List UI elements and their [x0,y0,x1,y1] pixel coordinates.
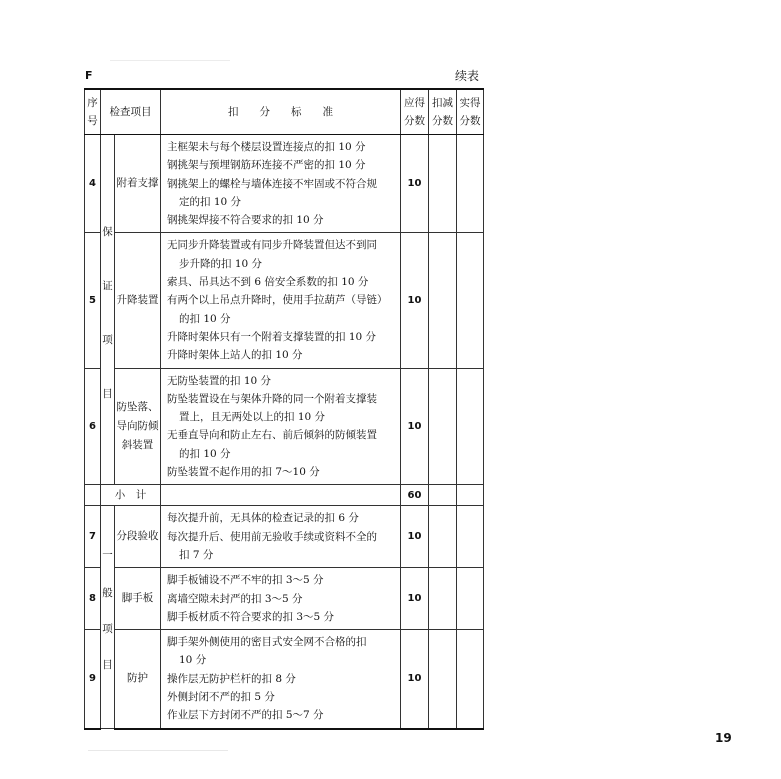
row-deduct [429,568,457,630]
continued-label: 续表 [455,69,480,83]
table-row [85,568,484,630]
row-item: 防护 [115,630,161,729]
subtotal-criteria [161,485,401,506]
subtotal-label: 小 计 [101,485,161,506]
row-actual [457,135,484,233]
row-item: 防坠落、 导向防倾 斜装置 [115,368,161,485]
row-score: 10 [401,368,429,485]
row-seq: 9 [85,630,101,729]
row-item: 脚手板 [115,568,161,630]
row-actual [457,368,484,485]
row-item: 分段验收 [115,506,161,568]
subtotal-deduct [429,485,457,506]
table-row [85,135,484,233]
page-letter: F [85,69,93,82]
subtotal-row [85,485,484,506]
header-item: 检查项目 [101,89,161,135]
row-score: 10 [401,233,429,368]
table-row [85,233,484,368]
row-deduct [429,233,457,368]
row-seq: 4 [85,135,101,233]
row-deduct [429,135,457,233]
row-criteria: 主框架未与每个楼层设置连接点的扣 10 分 钢挑架与预埋钢筋环连接不严密的扣 10 分 钢挑架上的螺栓与墙体连接不牢固或不符合规 定的扣 10 分 钢挑架焊接不符合要求的扣 10 分 [161,135,401,233]
row-seq: 6 [85,368,101,485]
row-seq: 7 [85,506,101,568]
faint-line [88,750,228,751]
row-actual [457,233,484,368]
subtotal-actual [457,485,484,506]
row-item: 升降装置 [115,233,161,368]
subtotal-score: 60 [401,485,429,506]
row-item: 附着支撑 [115,135,161,233]
row-seq: 8 [85,568,101,630]
row-criteria: 脚手板铺设不严不牢的扣 3～5 分 离墙空隙未封严的扣 3～5 分 脚手板材质不符合要求的扣 3～5 分 [161,568,401,630]
header-criteria: 扣 分 标 准 [161,89,401,135]
inspection-table [84,88,484,730]
table-header-row [85,89,484,135]
table-row [85,506,484,568]
row-criteria: 无防坠装置的扣 10 分 防坠装置设在与架体升降的同一个附着支撑装 置上，且无两处以上的扣 10 分 无垂直导向和防止左右、前后倾斜的防倾装置 的扣 10 分 防坠装置不起作用的扣 7～10 分 [161,368,401,485]
row-criteria: 脚手架外侧使用的密目式安全网不合格的扣 10 分 操作层无防护栏杆的扣 8 分 外侧封闭不严的扣 5 分 作业层下方封闭不严的扣 5～7 分 [161,630,401,729]
header-actual-score: 实得分数 [457,89,484,135]
category-guarantee: 保 证 项 目 [101,135,115,485]
table-row [85,630,484,729]
row-score: 10 [401,630,429,729]
row-score: 10 [401,506,429,568]
table-row [85,368,484,485]
row-deduct [429,368,457,485]
row-criteria: 每次提升前，无具体的检查记录的扣 6 分 每次提升后、使用前无验收手续或资料不全的 扣 7 分 [161,506,401,568]
row-score: 10 [401,568,429,630]
row-score: 10 [401,135,429,233]
header-deduct-score: 扣减分数 [429,89,457,135]
row-deduct [429,506,457,568]
row-deduct [429,630,457,729]
subtotal-seq [85,485,101,506]
row-actual [457,630,484,729]
faint-line [110,60,230,61]
row-seq: 5 [85,233,101,368]
category-general: 一 般 项 目 [101,506,115,729]
row-criteria: 无同步升降装置或有同步升降装置但达不到同 步升降的扣 10 分 索具、吊具达不到 6 倍安全系数的扣 10 分 有两个以上吊点升降时，使用手拉葫芦（导链） 的扣 10 分 升降时架体只有一个附着支撑装置的扣 10 分 升降时架体上站人的扣 10 分 [161,233,401,368]
page-number: 19 [715,731,732,745]
row-actual [457,506,484,568]
row-actual [457,568,484,630]
header-should-score: 应得分数 [401,89,429,135]
header-seq: 序号 [85,89,101,135]
